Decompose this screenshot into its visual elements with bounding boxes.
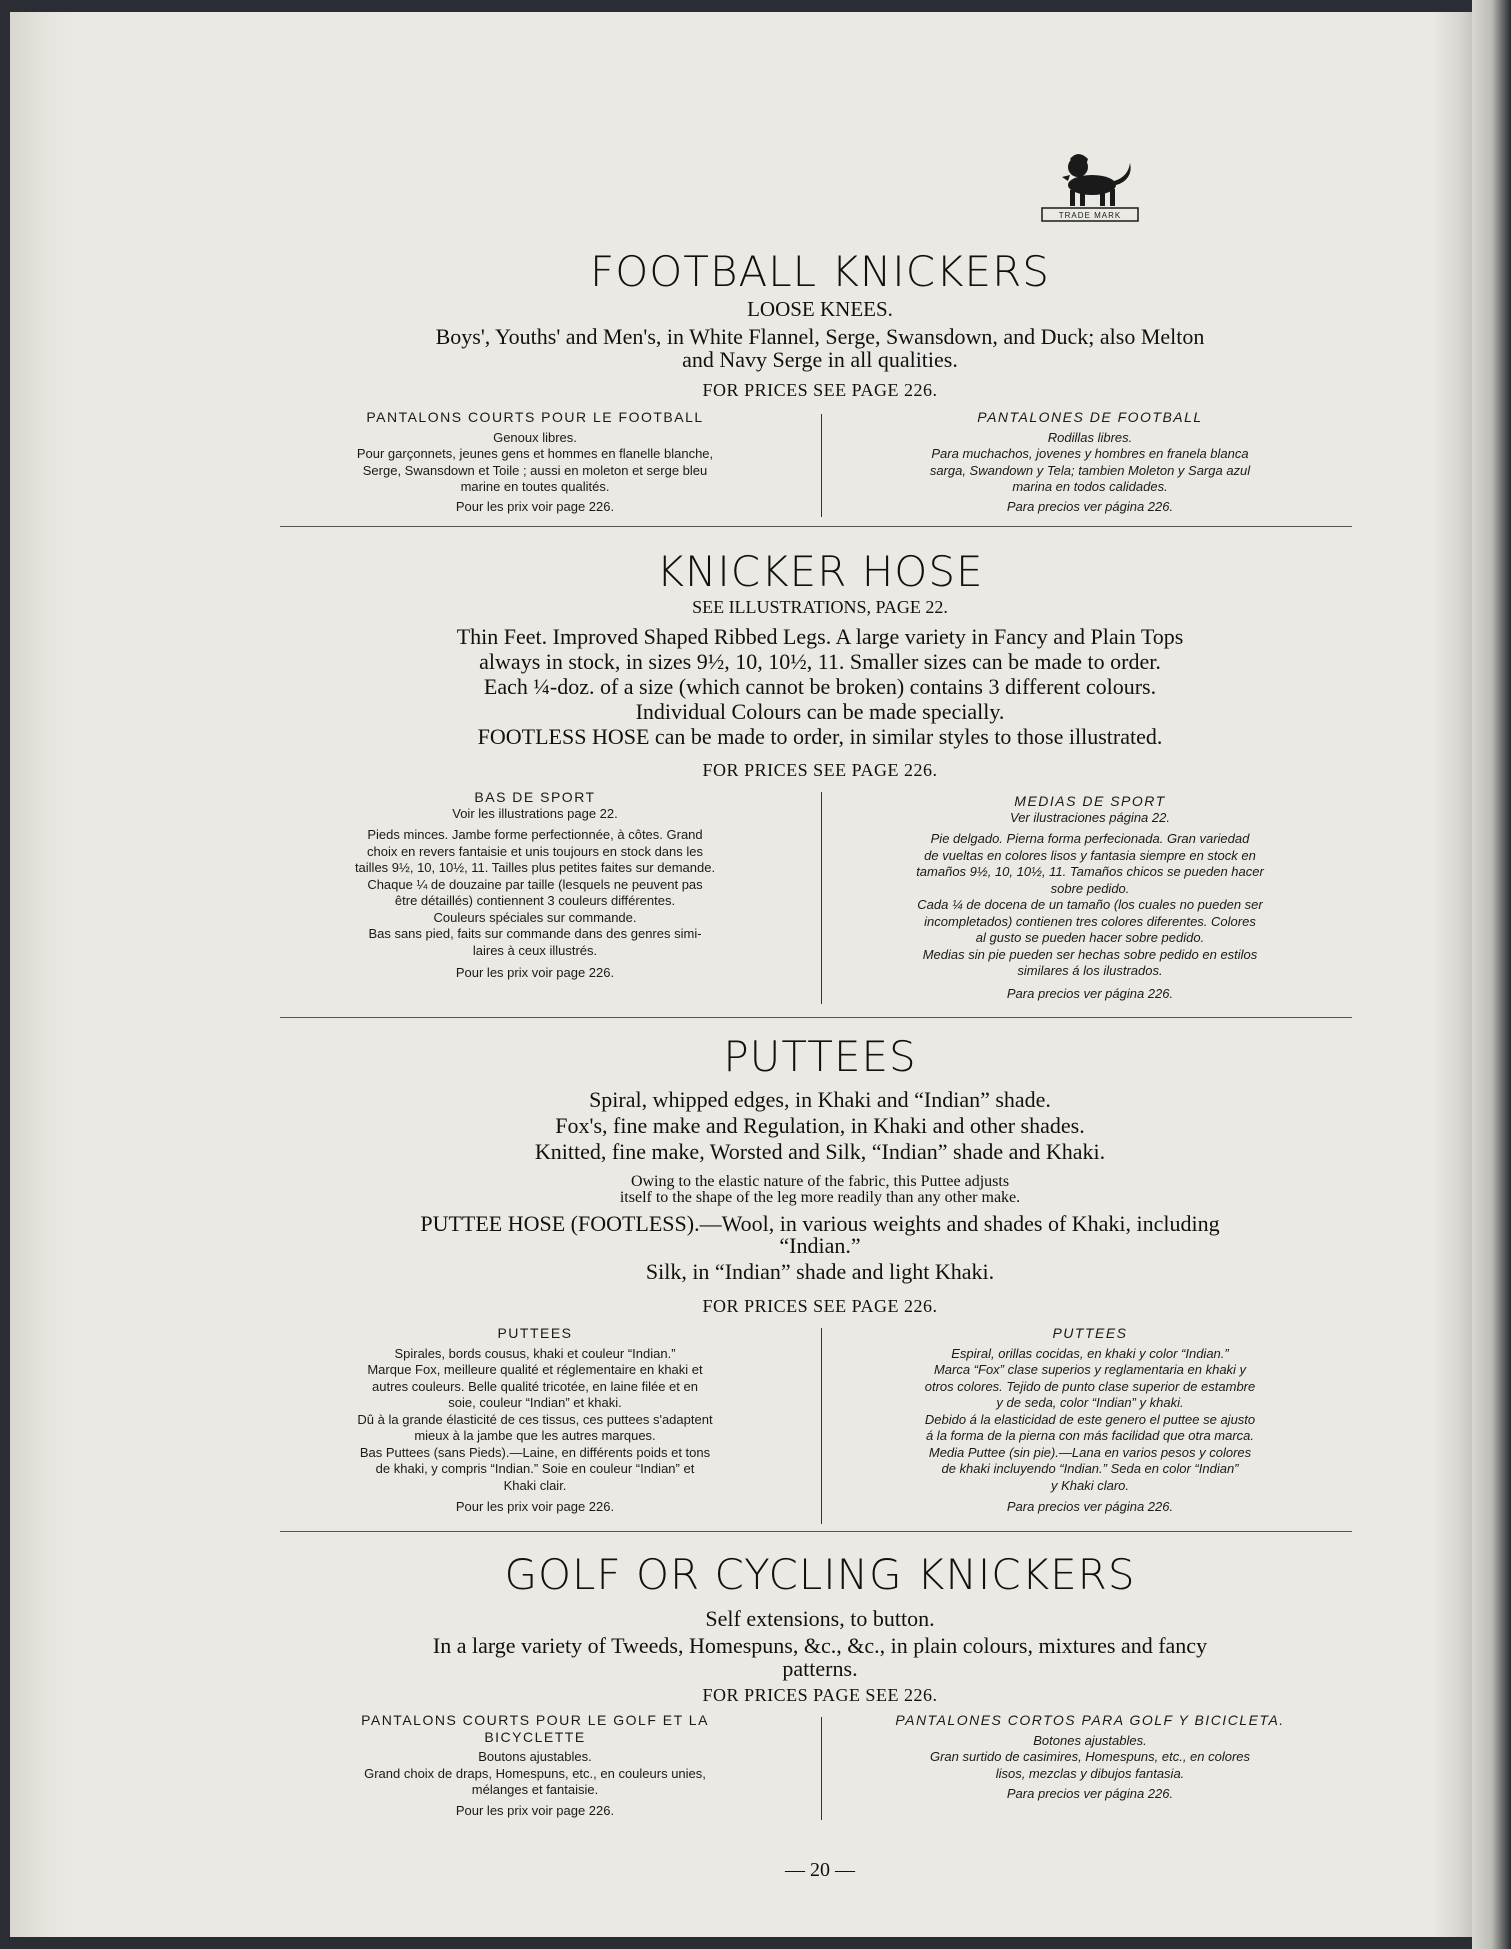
french-price: Pour les prix voir page 226. bbox=[455, 498, 615, 514]
hose-body-line: Individual Colours can be made specially. bbox=[635, 699, 1005, 724]
golf-french-heading: BICYCLETTE bbox=[484, 1728, 586, 1745]
column-divider bbox=[821, 1717, 822, 1820]
puttee-hose-body bbox=[280, 1213, 1360, 1283]
puttees-body-line: Fox's, fine make and Regulation, in Khaki and other shades. bbox=[555, 1113, 1085, 1138]
french-price: Pour les prix voir page 226. bbox=[455, 1802, 615, 1818]
spanish-line: Debido á la elasticidad de este genero el puttee se ajusto bbox=[924, 1411, 1256, 1427]
golf-body bbox=[280, 1607, 1360, 1680]
golf-french-column bbox=[280, 1712, 790, 1819]
catalog-page bbox=[10, 12, 1472, 1937]
french-line: mieux à la jambe que les autres marques. bbox=[414, 1428, 656, 1443]
french-line: Couleurs spéciales sur commande. bbox=[433, 909, 637, 925]
spanish-line: Marca “Fox” clase superios y reglamentaria en khaki y bbox=[933, 1362, 1247, 1377]
spanish-price: Para precios ver página 226. bbox=[1006, 985, 1174, 1001]
spanish-line: Botones ajustables. bbox=[1033, 1732, 1147, 1748]
puttees-price: FOR PRICES SEE PAGE 226. bbox=[702, 1296, 938, 1316]
french-line: laires à ceux illustrés. bbox=[472, 942, 598, 958]
hose-spanish-heading: MEDIAS DE SPORT bbox=[1014, 793, 1166, 809]
spanish-line: otros colores. Tejido de punto clase superior de estambre bbox=[924, 1378, 1256, 1394]
puttees-note-line: itself to the shape of the leg more readily than any other make. bbox=[619, 1189, 1021, 1206]
french-line: de khaki, y compris “Indian.” Soie en couleur “Indian” et bbox=[375, 1461, 695, 1476]
french-line: soie, couleur “Indian” et khaki. bbox=[448, 1395, 622, 1410]
football-french-column bbox=[280, 409, 790, 515]
section-divider bbox=[280, 1531, 1352, 1532]
hose-french-heading: BAS DE SPORT bbox=[474, 789, 596, 805]
hose-body-line: Each ¼-doz. of a size (which cannot be broken) contains 3 different colours. bbox=[483, 674, 1157, 699]
hose-spanish-column bbox=[835, 793, 1345, 1002]
french-line: marine en toutes qualités. bbox=[460, 479, 610, 494]
french-line: Boutons ajustables. bbox=[478, 1749, 592, 1764]
spanish-line: Para muchachos, jovenes y hombres en franela blanca bbox=[931, 446, 1249, 461]
spanish-line: Ver ilustraciones página 22. bbox=[1010, 809, 1170, 825]
football-subtitle: LOOSE KNEES. bbox=[747, 297, 893, 321]
french-line: Khaki clair. bbox=[503, 1477, 567, 1493]
spanish-line: marina en todos calidades. bbox=[1012, 479, 1168, 494]
french-line: Marque Fox, meilleure qualité et réglementaire en khaki et bbox=[367, 1362, 703, 1377]
puttee-hose-line: “Indian.” bbox=[779, 1233, 861, 1258]
puttees-title: PUTTEES bbox=[723, 1032, 917, 1081]
french-line: Grand choix de draps, Homespuns, etc., en couleurs unies, bbox=[364, 1765, 706, 1781]
next-page-edge bbox=[1472, 0, 1511, 1949]
puttees-french-column bbox=[280, 1325, 790, 1516]
hose-title: KNICKER HOSE bbox=[656, 547, 984, 596]
spanish-line: lisos, mezclas y dibujos fantasia. bbox=[995, 1765, 1185, 1781]
hose-subtitle: SEE ILLUSTRATIONS, PAGE 22. bbox=[692, 597, 948, 617]
football-french-heading: PANTALONS COURTS POUR LE FOOTBALL bbox=[366, 409, 704, 425]
spanish-line: Cada ¼ de docena de un tamaño (los cuales no pueden ser bbox=[917, 897, 1263, 912]
golf-body-line: Self extensions, to button. bbox=[705, 1606, 935, 1631]
trade-mark-label: TRADE MARK bbox=[1058, 211, 1122, 220]
spanish-line: de vueltas en colores lisos y fantasia siempre en stock en bbox=[924, 847, 1256, 863]
section-divider bbox=[280, 1017, 1352, 1018]
puttees-spanish-column bbox=[835, 1325, 1345, 1516]
spanish-line: Espiral, orillas cocidas, en khaki y color “Indian.” bbox=[951, 1345, 1229, 1361]
spanish-line: y de seda, color “Indian” y khaki. bbox=[996, 1395, 1184, 1410]
hose-body-line: Thin Feet. Improved Shaped Ribbed Legs. A large variety in Fancy and Plain Tops bbox=[456, 624, 1184, 649]
column-divider bbox=[821, 1328, 822, 1524]
page-number: — 20 — bbox=[785, 1859, 855, 1881]
golf-french-heading: PANTALONS COURTS POUR LE GOLF ET LA bbox=[361, 1712, 709, 1728]
puttees-note bbox=[280, 1174, 1360, 1206]
page-edge-shadow bbox=[1432, 12, 1472, 1937]
hose-body-line: always in stock, in sizes 9½, 10, 10½, 11. Smaller sizes can be made to order. bbox=[479, 649, 1161, 674]
french-line: être détaillés) contiennent 3 couleurs différentes. bbox=[394, 893, 676, 908]
football-body-line: Boys', Youths' and Men's, in White Flannel, Serge, Swansdown, and Duck; also Melton bbox=[435, 324, 1205, 349]
french-line: Chaque ¼ de douzaine par taille (lesquels ne peuvent pas bbox=[367, 876, 703, 892]
puttees-note-line: Owing to the elastic nature of the fabric, this Puttee adjusts bbox=[630, 1173, 1010, 1190]
french-line: Bas sans pied, faits sur commande dans des genres simi- bbox=[368, 926, 702, 941]
puttees-french-heading: PUTTEES bbox=[497, 1325, 573, 1341]
french-line: Bas Puttees (sans Pieds).—Laine, en différents poids et tons bbox=[359, 1444, 711, 1460]
golf-price: FOR PRICES PAGE SEE 226. bbox=[702, 1685, 938, 1705]
french-line: Pour garçonnets, jeunes gens et hommes en flanelle blanche, bbox=[356, 446, 714, 461]
football-body bbox=[280, 325, 1360, 371]
french-line: Spirales, bords cousus, khaki et couleur “Indian.” bbox=[394, 1345, 676, 1361]
french-line: Voir les illustrations page 22. bbox=[452, 805, 618, 821]
hose-body bbox=[280, 624, 1360, 749]
french-line: Serge, Swansdown et Toile ; aussi en moleton et serge bleu bbox=[362, 462, 708, 478]
spanish-line: y Khaki claro. bbox=[1050, 1477, 1130, 1493]
binding-spine bbox=[10, 12, 80, 1937]
french-line: Genoux libres. bbox=[493, 429, 577, 445]
football-title: FOOTBALL KNICKERS bbox=[590, 247, 1050, 296]
trade-mark-lion-logo bbox=[1040, 145, 1140, 223]
french-line: Pieds minces. Jambe forme perfectionnée, à côtes. Grand bbox=[367, 827, 703, 842]
spanish-line: sarga, Swandown y Tela; tambien Moleton y Sarga azul bbox=[929, 462, 1251, 478]
french-line: tailles 9½, 10, 10½, 11. Tailles plus petites faites sur demande. bbox=[354, 860, 716, 875]
spanish-line: similares á los ilustrados. bbox=[1017, 963, 1163, 978]
spanish-line: incompletados) contienen tres colores diferentes. Colores bbox=[924, 913, 1256, 929]
football-spanish-heading: PANTALONES DE FOOTBALL bbox=[977, 409, 1203, 425]
spanish-line: Gran surtido de casimires, Homespuns, etc., en colores bbox=[929, 1749, 1251, 1764]
hose-price: FOR PRICES SEE PAGE 226. bbox=[702, 760, 938, 780]
hose-body-line: FOOTLESS HOSE can be made to order, in similar styles to those illustrated. bbox=[477, 724, 1163, 749]
column-divider bbox=[821, 792, 822, 1004]
spanish-line: sobre pedido. bbox=[1050, 880, 1130, 896]
spanish-line: Rodillas libres. bbox=[1047, 429, 1133, 445]
french-line: mélanges et fantaisie. bbox=[471, 1782, 599, 1797]
french-line: Dû à la grande élasticité de ces tissus, ces puttees s'adaptent bbox=[357, 1411, 713, 1427]
puttees-body-line: Spiral, whipped edges, in Khaki and “Indian” shade. bbox=[589, 1087, 1051, 1112]
puttees-spanish-heading: PUTTEES bbox=[1052, 1325, 1128, 1341]
french-price: Pour les prix voir page 226. bbox=[455, 965, 615, 980]
french-price: Pour les prix voir page 226. bbox=[455, 1499, 615, 1514]
golf-body-line: patterns. bbox=[782, 1656, 858, 1681]
column-divider bbox=[821, 414, 822, 517]
golf-title: GOLF OR CYCLING KNICKERS bbox=[504, 1550, 1136, 1599]
spanish-line: de khaki incluyendo “Indian.” Seda en color “Indian” bbox=[941, 1461, 1239, 1476]
puttees-body-line: Knitted, fine make, Worsted and Silk, “Indian” shade and Khaki. bbox=[534, 1139, 1106, 1164]
spanish-price: Para precios ver página 226. bbox=[1006, 1786, 1174, 1801]
spanish-line: Media Puttee (sin pie).—Lana en varios pesos y colores bbox=[928, 1444, 1252, 1460]
spanish-price: Para precios ver página 226. bbox=[1006, 498, 1174, 514]
hose-french-column bbox=[280, 789, 790, 982]
football-body-line: and Navy Serge in all qualities. bbox=[682, 347, 958, 372]
spanish-line: tamaños 9½, 10, 10½, 11. Tamaños chicos se pueden hacer bbox=[916, 864, 1264, 879]
football-spanish-column bbox=[835, 409, 1345, 515]
spanish-line: Pie delgado. Pierna forma perfecionada. Gran variedad bbox=[930, 831, 1250, 846]
golf-spanish-heading: PANTALONES CORTOS PARA GOLF Y BICICLETA. bbox=[895, 1712, 1285, 1728]
golf-spanish-column bbox=[835, 1712, 1345, 1803]
spanish-price: Para precios ver página 226. bbox=[1006, 1499, 1174, 1514]
puttee-hose-line: Silk, in “Indian” shade and light Khaki. bbox=[645, 1259, 995, 1284]
french-line: choix en revers fantaisie et unis toujours en stock dans les bbox=[366, 843, 703, 859]
golf-body-line: In a large variety of Tweeds, Homespuns, &c., &c., in plain colours, mixtures and fancy bbox=[432, 1633, 1208, 1658]
section-divider bbox=[280, 526, 1352, 527]
spanish-line: al gusto se pueden hacer sobre pedido. bbox=[975, 930, 1205, 945]
football-price: FOR PRICES SEE PAGE 226. bbox=[702, 380, 938, 400]
spanish-line: á la forma de la pierna con más facilidad que otra marca. bbox=[925, 1428, 1255, 1443]
puttee-hose-line: PUTTEE HOSE (FOOTLESS).—Wool, in various weights and shades of Khaki, including bbox=[420, 1211, 1220, 1236]
spanish-line: Medias sin pie pueden ser hechas sobre pedido en estilos bbox=[922, 946, 1258, 962]
puttees-body bbox=[280, 1087, 1360, 1165]
french-line: autres couleurs. Belle qualité tricotée, en laine filée et en bbox=[372, 1378, 698, 1394]
